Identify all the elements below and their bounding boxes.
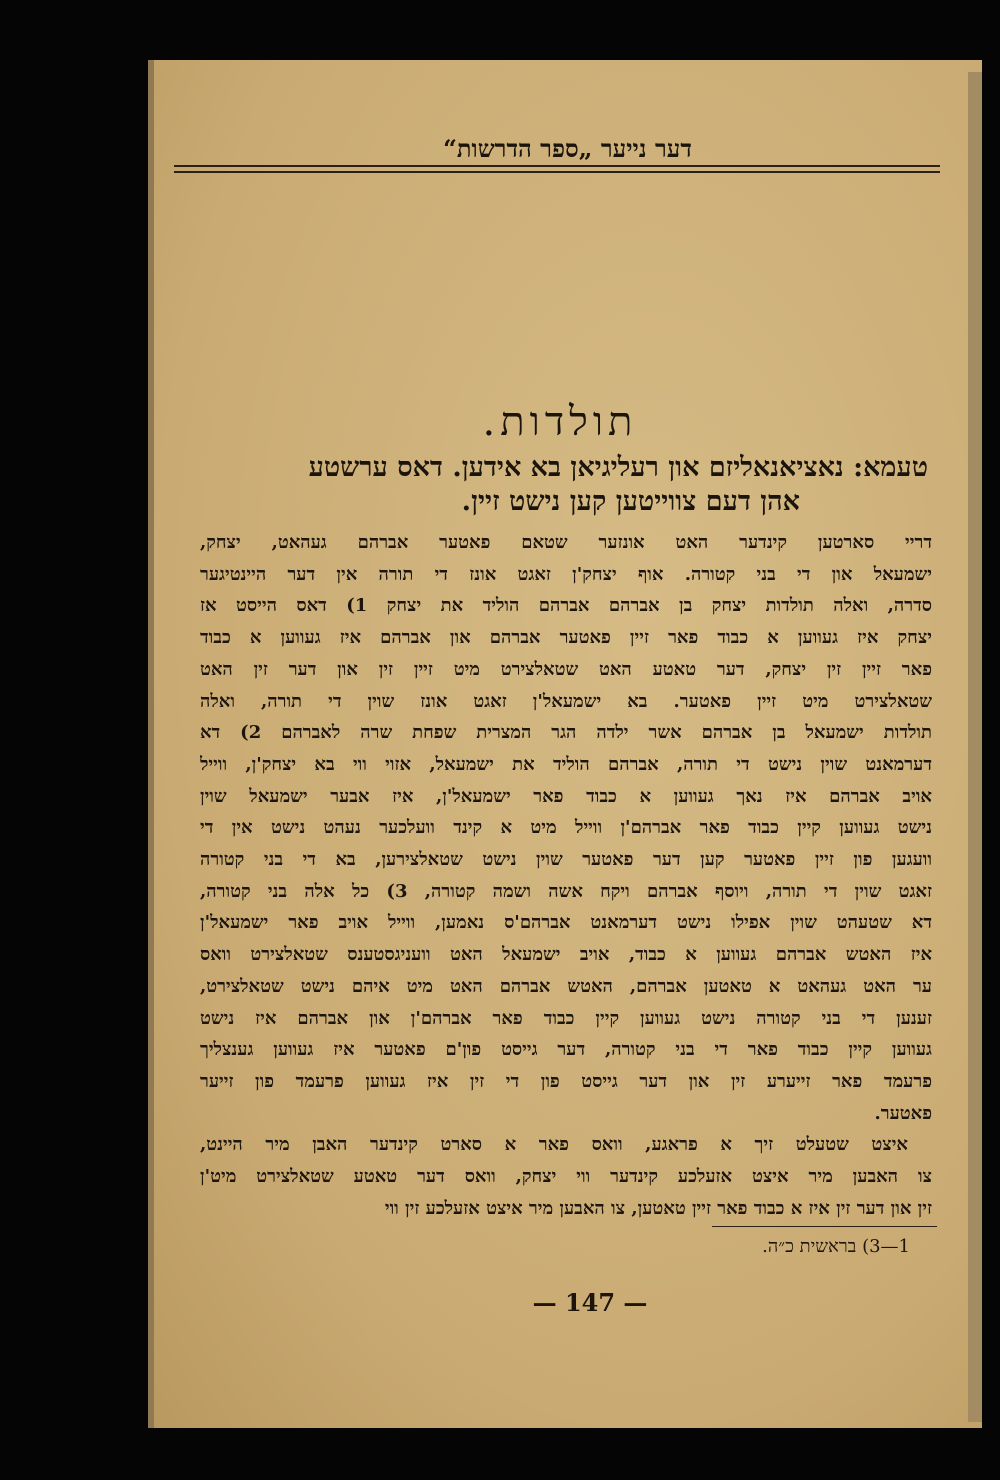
body-line: וועגען פון זיין פאטער קען דער פאטער שוין נישט שטאלצירען, בא די בני קטורה <box>200 849 932 870</box>
body-line: יצחק איז געווען א כבוד פאר זיין פאטער אברהם און אברהם איז געווען א כבוד <box>200 627 932 649</box>
body-line: פאר זיין זין יצחק, דער טאטע האט שטאלצירט מיט זיין זין און דער זין האט <box>200 658 932 680</box>
topic-heading-line-1: טעמא: נאציאנאליזם און רעליגיאן בא אידען. דאס ערשטע <box>308 452 928 483</box>
body-line: זענען די בני קטורה נישט געווען קיין כבוד פאר אברהם'ן און אברהם איז נישט <box>200 1007 932 1029</box>
body-line: ישמעאל און די בני קטורה. אוף יצחק'ן זאגט אונז די תורה אין דער היינטיגער <box>200 563 932 585</box>
body-line: פאטער. <box>874 1102 932 1124</box>
body-line: דריי סארטען קינדער האט אונזער שטאם פאטער אברהם געהאט, יצחק, <box>200 532 932 553</box>
body-line: איז האטש אברהם געווען א כבוד, אויב ישמעאל האט וועניגסטענס שטאלצירט וואס <box>200 944 932 966</box>
body-line: דערמאנט שוין נישט די תורה, אברהם הוליד את ישמעאל, אזוי ווי בא יצחק'ן, ווייל <box>200 753 932 775</box>
footnote: 1—3) בראשית כ״ה. <box>762 1236 910 1257</box>
body-line: שטאלצירט מיט זיין פאטער. בא ישמעאל'ן זאגט אונז שוין די תורה, ואלה <box>200 690 932 712</box>
body-line: דא שטעהט שוין אפילו נישט דערמאנט אברהם'ס נאמען, ווייל אויב פאר ישמעאל'ן <box>200 912 932 934</box>
header-rule-top <box>174 165 940 167</box>
header-rule-bottom <box>174 171 940 173</box>
footnote-rule <box>712 1226 937 1227</box>
body-line: פרעמד פאר זייערע זין און דער גייסט פון די זין איז געווען פרעמד פון זייער <box>200 1070 932 1092</box>
body-line: סדרה, ואלה תולדות יצחק בן אברהם אברהם הוליד את יצחק 1) דאס הייסט אז <box>200 595 932 617</box>
body-line: תולדות ישמעאל בן אברהם אשר ילדה הגר המצרית שפחת שרה לאברהם 2) דא <box>200 722 932 744</box>
page-number: — 147 — <box>532 1288 648 1317</box>
body-line: ער האט געהאט א טאטען אברהם, האטש אברהם האט מיט איהם נישט שטאלצירט, <box>200 975 932 997</box>
body-line: נישט געווען קיין כבוד פאר אברהם'ן ווייל מיט א קינד וועלכער נעהט נישט אין די <box>200 817 932 839</box>
body-line: זין און דער זין איז א כבוד פאר זיין טאטען, צו האבען מיר איצט אזעלכע זין ווי <box>384 1197 932 1219</box>
body-line: געווען קיין כבוד פאר די בני קטורה, דער גייסט פון'ם פאטער איז געווען גענצליך <box>200 1039 932 1061</box>
page-edge <box>968 72 982 1422</box>
body-line: איצט שטעלט זיך א פראגע, וואס פאר א סארט קינדער האבן מיר היינט, <box>200 1134 908 1156</box>
body-line: צו האבען מיר איצט אזעלכע קינדער ווי יצחק, וואס דער טאטע שטאלצירט מיט'ן <box>200 1166 932 1187</box>
body-line: אויב אברהם איז נאך געווען א כבוד פאר ישמעאל'ן, איז אבער ישמעאל שוין <box>200 785 932 807</box>
chapter-title: תולדות. <box>482 399 638 445</box>
body-line: זאגט שוין די תורה, ויוסף אברהם ויקח אשה ושמה קטורה, 3) כל אלה בני קטורה, <box>200 880 932 902</box>
topic-heading-line-2: אהן דעם צווייטען קען נישט זיין. <box>461 486 800 517</box>
running-header: דער נייער „ספר הדרשות“ <box>443 134 692 163</box>
